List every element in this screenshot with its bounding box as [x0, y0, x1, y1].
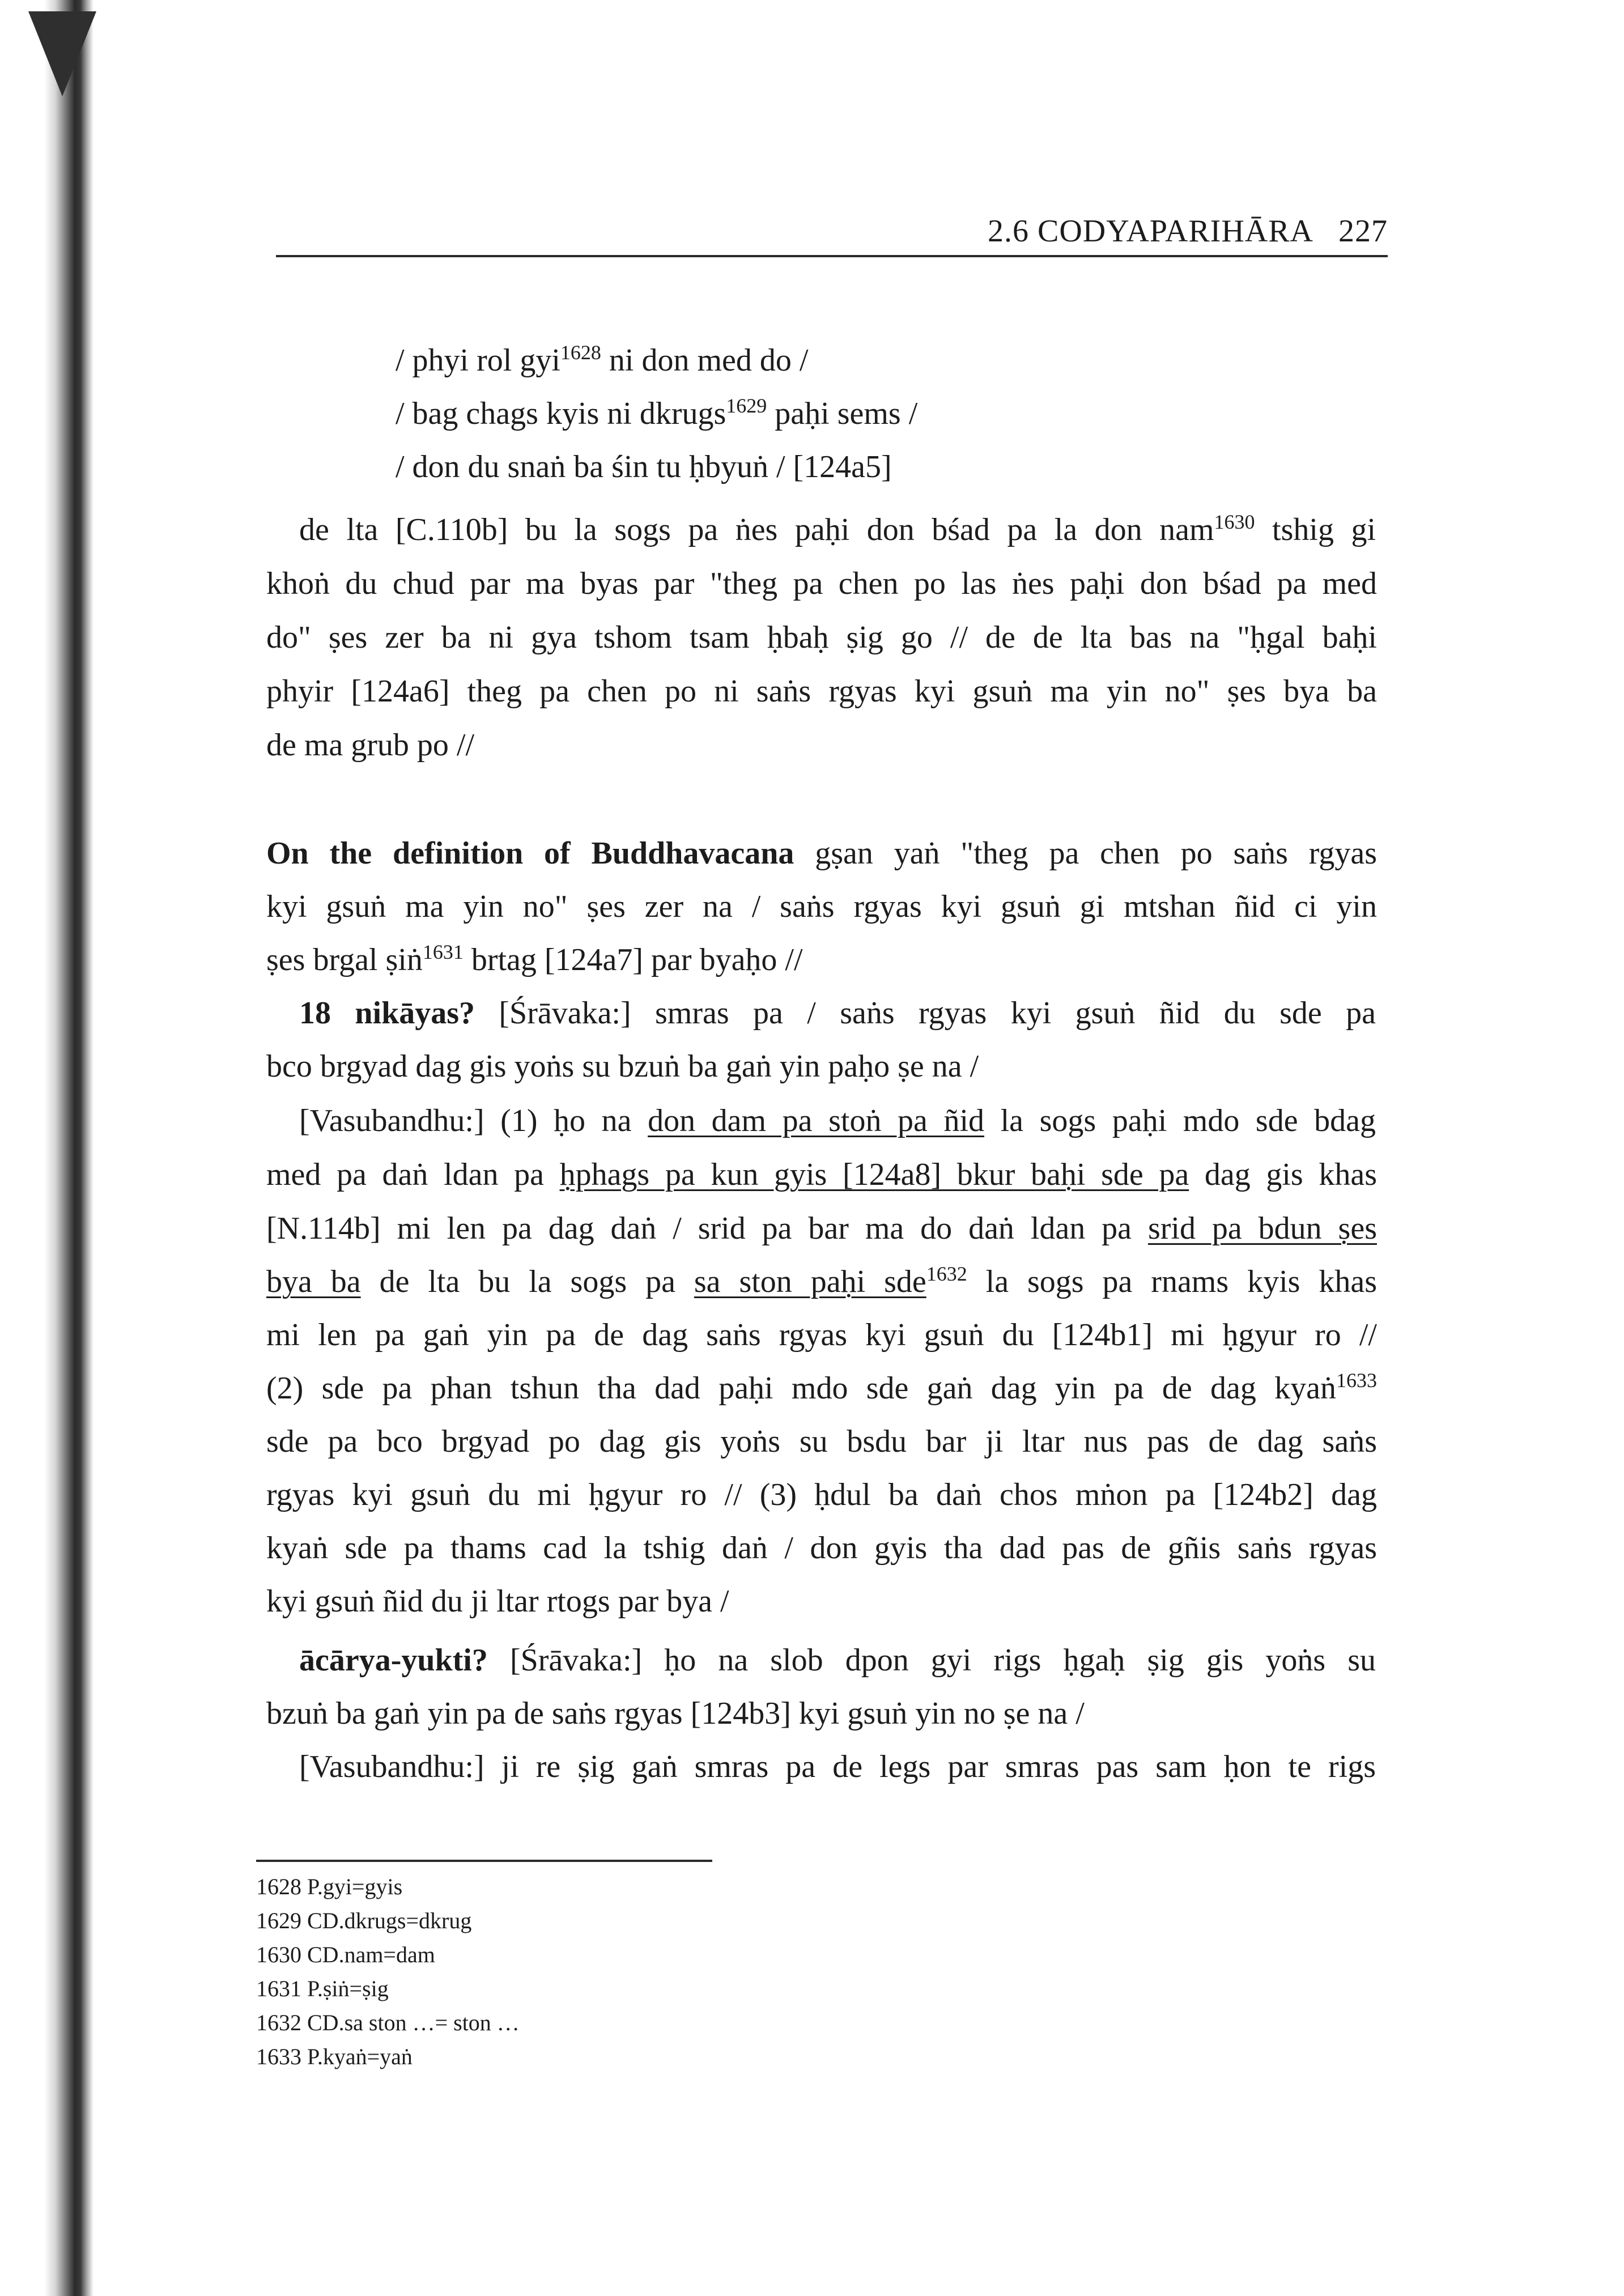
book-spine-shadow: [0, 0, 93, 2296]
footnote: 1633 P.kyaṅ=yaṅ: [256, 2044, 413, 2069]
underlined-term: sa ston paḥi sde: [694, 1264, 926, 1299]
paragraph-line: kyi gsuṅ ñid du ji ltar rtogs par bya /: [266, 1584, 729, 1619]
paragraph-line: [Vasubandhu:] ji re ṣig gaṅ smras pa de legs par smras pas sam ḥon te rigs: [299, 1749, 1376, 1784]
section-heading-line: ācārya-yukti? [Śrāvaka:] ḥo na slob dpon gyi rigs ḥgaḥ ṣig gis yoṅs su: [299, 1643, 1376, 1678]
section-heading: ācārya-yukti?: [299, 1643, 488, 1678]
paragraph-line: bco brgyad dag gis yoṅs su bzuṅ ba gaṅ yin paḥo ṣe na /: [266, 1049, 979, 1084]
running-head: [276, 211, 1388, 257]
footnote: 1632 CD.sa ston …= ston …: [256, 2010, 520, 2035]
section-heading: On the definition of Buddhavacana: [266, 836, 794, 871]
paragraph-line: de ma grub po //: [266, 728, 475, 763]
section-heading: 18 nikāyas?: [299, 996, 475, 1031]
paragraph-line: mi len pa gaṅ yin pa de dag saṅs rgyas kyi gsuṅ du [124b1] mi ḥgyur ro //: [266, 1317, 1377, 1353]
footnote: 1630 CD.nam=dam: [256, 1942, 435, 1967]
paragraph-line: phyir [124a6] theg pa chen po ni saṅs rgyas kyi gsuṅ ma yin no" ṣes bya ba: [266, 674, 1377, 709]
paragraph-line: kyaṅ sde pa thams cad la tshig daṅ / don gyis tha dad pas de gñis saṅs rgyas: [266, 1530, 1377, 1566]
underlined-term: don dam pa stoṅ pa ñid: [648, 1103, 985, 1138]
section-heading-line: On the definition of Buddhavacana gṣan yaṅ "theg pa chen po saṅs rgyas: [266, 836, 1377, 871]
paragraph-line: ṣes brgal ṣiṅ$^{1631}$ brtag [124a7] par byaḥo //: [266, 941, 803, 977]
paragraph-line: rgyas kyi gsuṅ du mi ḥgyur ro // (3) ḥdul ba daṅ chos mṅon pa [124b2] dag: [266, 1477, 1377, 1512]
verse-line-3: / don du snaṅ ba śin tu ḥbyuṅ / [124a5]: [396, 449, 892, 484]
paragraph-line: kyi gsuṅ ma yin no" ṣes zer na / saṅs rgyas kyi gsuṅ gi mtshan ñid ci yin: [266, 889, 1377, 924]
underlined-term: ḥphags pa kun gyis [124a8] bkur baḥi sde pa: [559, 1157, 1189, 1192]
section-number: 2.6: [987, 214, 1029, 249]
verse-line-2: / bag chags kyis ni dkrugs$^{1629}$ paḥi sems /: [396, 394, 918, 431]
footnote: 1631 P.ṣiṅ=ṣig: [256, 1976, 389, 2001]
paragraph-line: bzuṅ ba gaṅ yin pa de saṅs rgyas [124b3] kyi gsuṅ yin no ṣe na /: [266, 1696, 1085, 1731]
footnote-rule: [256, 1860, 712, 1862]
paragraph-line: do" ṣes zer ba ni gya tshom tsam ḥbaḥ ṣig go // de de lta bas na "ḥgal baḥi: [266, 620, 1377, 655]
section-title: CODYAPARIHĀRA: [1037, 214, 1313, 249]
paragraph-line: de lta [C.110b] bu la sogs pa ṅes paḥi don bśad pa la don nam$^{1630}$ tshig gi: [299, 511, 1376, 547]
footnote: 1629 CD.dkrugs=dkrug: [256, 1908, 472, 1933]
footnote: 1628 P.gyi=gyis: [256, 1874, 403, 1899]
paragraph-line: sde pa bco brgyad po dag gis yoṅs su bsdu bar ji ltar nus pas de dag saṅs: [266, 1424, 1377, 1459]
paragraph-line: [N.114b] mi len pa dag daṅ / srid pa bar ma do daṅ ldan pa srid pa bdun ṣes: [266, 1211, 1377, 1246]
paragraph-line: [Vasubandhu:] (1) ḥo na don dam pa stoṅ pa ñid la sogs paḥi mdo sde bdag: [299, 1103, 1376, 1138]
paragraph-line: khoṅ du chud par ma byas par "theg pa chen po las ṅes paḥi don bśad pa med: [266, 566, 1377, 601]
underlined-term: srid pa bdun ṣes: [1147, 1211, 1377, 1246]
paragraph-line: (2) sde pa phan tshun tha dad paḥi mdo sde gaṅ dag yin pa de dag kyaṅ$^{1633}$: [266, 1369, 1377, 1406]
page-number: 227: [1338, 214, 1388, 249]
spine-top-mark: [28, 11, 96, 96]
underlined-term: bya ba: [266, 1264, 361, 1299]
verse-line-1: / phyi rol gyi$^{1628}$ ni don med do /: [396, 341, 809, 378]
paragraph-line: bya ba de lta bu la sogs pa sa ston paḥi sde$^{1632}$ la sogs pa rnams kyis khas: [266, 1262, 1378, 1299]
section-heading-line: 18 nikāyas? [Śrāvaka:] smras pa / saṅs rgyas kyi gsuṅ ñid du sde pa: [299, 996, 1376, 1031]
paragraph-line: med pa daṅ ldan pa ḥphags pa kun gyis [124a8] bkur baḥi sde pa dag gis khas: [266, 1157, 1377, 1192]
